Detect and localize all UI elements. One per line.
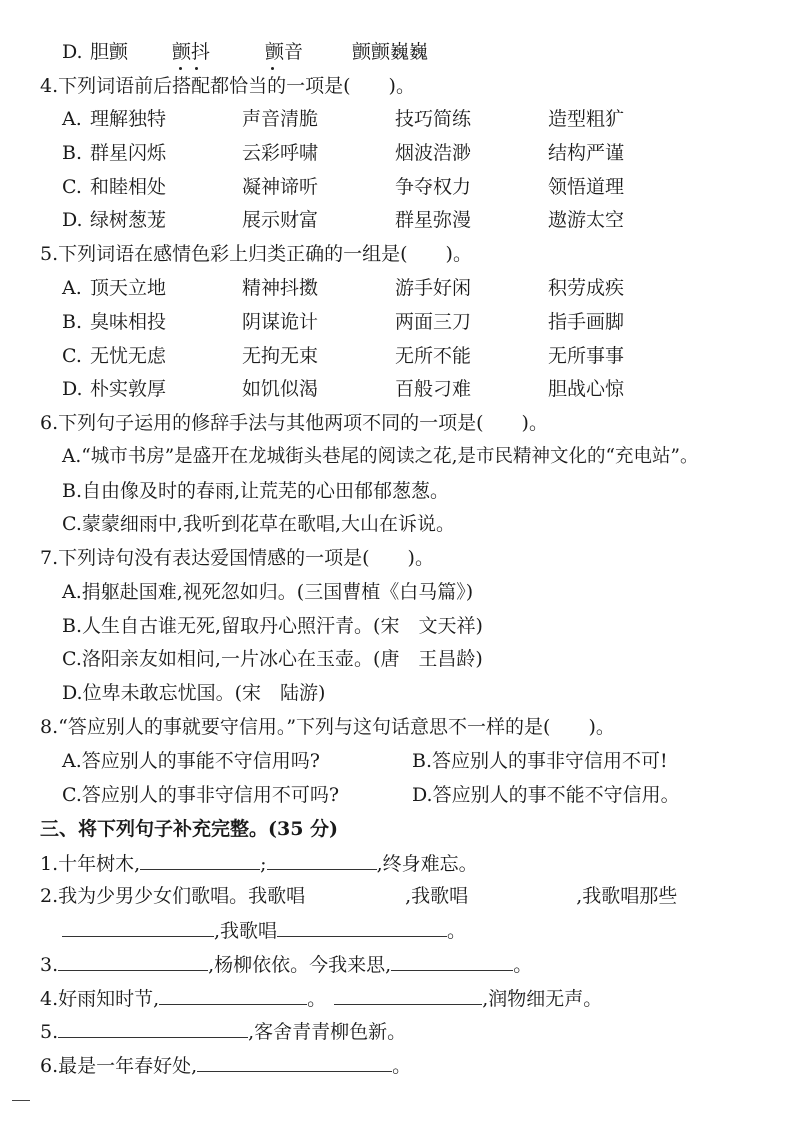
emphasis-dot: [179, 67, 182, 70]
q4-d-w4: 遨游太空: [548, 209, 625, 231]
section3-heading: 三、将下列句子补充完整。(35 分): [40, 818, 339, 840]
s3-item-3-text-a: 3.: [40, 954, 59, 976]
q8-option-b: B.答应别人的事非守信用不可!: [412, 750, 668, 772]
q5-a-label: A.: [62, 277, 82, 299]
s3-item-6-text-b: 。: [392, 1055, 412, 1077]
q5-b-w2: 阴谋诡计: [242, 311, 319, 333]
q7-option-a: A.捐躯赴国难,视死忽如归。(三国曹植《白马篇》): [62, 581, 474, 603]
q5-b-label: B.: [62, 311, 83, 333]
s3-item-4: [40, 986, 602, 1011]
s3-item-2-text-c: ,我歌唱那些: [576, 885, 678, 907]
q6-option-b: B.自由像及时的春雨,让荒芜的心田郁郁葱葱。: [62, 480, 450, 502]
q8-stem: 8.“答应别人的事就要守信用。”下列与这句话意思不一样的是( )。: [40, 716, 615, 738]
q5-d-w1: 朴实敦厚: [90, 378, 167, 400]
q5-d-w3: 百般刁难: [395, 378, 472, 400]
page-edge-mark: [12, 1100, 30, 1101]
q8-option-a: A.答应别人的事能不守信用吗?: [62, 750, 320, 772]
q4-b-w2: 云彩呼啸: [242, 142, 319, 164]
q4-c-w1: 和睦相处: [90, 176, 167, 198]
q5-d-w4: 胆战心惊: [548, 378, 625, 400]
q4-c-w4: 领悟道理: [548, 176, 625, 198]
q4-d-label: D.: [62, 209, 83, 231]
s3-item-2-text-d: ,我歌唱: [214, 920, 278, 942]
q5-a-w1: 顶天立地: [90, 277, 167, 299]
answer-blank[interactable]: [391, 952, 513, 971]
s3-item-3: [40, 952, 532, 977]
q4-a-label: A.: [62, 108, 82, 130]
s3-item-2-text-b: ,我歌唱: [405, 885, 469, 907]
s3-item-2-text-a: 2.我为少男少女们歌唱。我歌唱: [40, 885, 306, 907]
answer-blank[interactable]: [140, 851, 260, 870]
q4-stem: 4.下列词语前后搭配都恰当的一项是( )。: [40, 75, 415, 97]
q4-a-w1: 理解独特: [90, 108, 167, 130]
answer-blank[interactable]: [334, 986, 482, 1005]
s3-item-1: [40, 851, 478, 876]
answer-blank[interactable]: [197, 1053, 392, 1072]
s3-item-2-cont: [62, 918, 466, 943]
q5-c-w4: 无所事事: [548, 345, 625, 367]
q4-d-w3: 群星弥漫: [395, 209, 472, 231]
s3-item-3-text-c: 。: [513, 954, 533, 976]
q5-b-w4: 指手画脚: [548, 311, 625, 333]
s3-item-1-text-b: ;: [260, 853, 267, 875]
answer-blank[interactable]: [62, 918, 214, 937]
emphasis-dot: [271, 67, 274, 70]
q5-d-label: D.: [62, 378, 83, 400]
answer-blank[interactable]: [277, 918, 447, 937]
q5-b-w3: 两面三刀: [395, 311, 472, 333]
q7-option-c: C.洛阳亲友如相问,一片冰心在玉壶。(唐 王昌龄): [62, 648, 483, 670]
q4-c-w2: 凝神谛听: [242, 176, 319, 198]
q8-option-c: C.答应别人的事非守信用不可吗?: [62, 784, 340, 806]
q4-c-w3: 争夺权力: [395, 176, 472, 198]
q5-a-w3: 游手好闲: [395, 277, 472, 299]
s3-item-5: [40, 1019, 406, 1044]
q4-a-w4: 造型粗犷: [548, 108, 625, 130]
q3-option-d-word-1: 胆颤: [90, 41, 129, 63]
answer-blank[interactable]: [159, 986, 307, 1005]
q7-option-d: D.位卑未敢忘忧国。(宋 陆游): [62, 682, 326, 704]
q6-option-c: C.蒙蒙细雨中,我听到花草在歌唱,大山在诉说。: [62, 513, 455, 535]
q4-d-w1: 绿树葱茏: [90, 209, 167, 231]
q5-d-w2: 如饥似渴: [242, 378, 319, 400]
q3-option-d-word-2: 颤抖: [172, 41, 211, 63]
s3-item-1-text-a: 1.十年树木,: [40, 853, 141, 875]
s3-item-1-text-c: ,终身难忘。: [376, 853, 478, 875]
q4-d-w2: 展示财富: [242, 209, 319, 231]
emphasis-dot: [195, 67, 198, 70]
q3-option-d-word-3: 颤音: [265, 41, 304, 63]
q4-a-w3: 技巧简练: [395, 108, 472, 130]
q5-a-w4: 积劳成疾: [548, 277, 625, 299]
q5-stem: 5.下列词语在感情色彩上归类正确的一组是( )。: [40, 243, 472, 265]
q6-option-a: A.“城市书房”是盛开在龙城街头巷尾的阅读之花,是市民精神文化的“充电站”。: [62, 446, 699, 467]
q5-c-w1: 无忧无虑: [90, 345, 167, 367]
q4-c-label: C.: [62, 176, 82, 198]
q7-stem: 7.下列诗句没有表达爱国情感的一项是( )。: [40, 547, 434, 569]
q4-b-w3: 烟波浩渺: [395, 142, 472, 164]
q5-a-w2: 精神抖擞: [242, 277, 319, 299]
q8-option-d: D.答应别人的事不能不守信用。: [412, 784, 680, 806]
s3-item-5-text-b: ,客舍青青柳色新。: [248, 1021, 407, 1043]
s3-item-4-text-b: 。: [307, 988, 327, 1010]
s3-item-6: [40, 1053, 411, 1078]
q3-option-d-word-4: 颤颤巍巍: [352, 41, 429, 63]
q5-c-w3: 无所不能: [395, 345, 472, 367]
q4-b-label: B.: [62, 142, 83, 164]
q4-a-w2: 声音清脆: [242, 108, 319, 130]
q5-c-w2: 无拘无束: [242, 345, 319, 367]
s3-item-5-text-a: 5.: [40, 1021, 59, 1043]
answer-blank[interactable]: [58, 1019, 248, 1038]
q5-b-w1: 臭味相投: [90, 311, 167, 333]
s3-item-6-text-a: 6.最是一年春好处,: [40, 1055, 198, 1077]
q6-stem: 6.下列句子运用的修辞手法与其他两项不同的一项是( )。: [40, 412, 548, 434]
q5-c-label: C.: [62, 345, 82, 367]
answer-blank[interactable]: [267, 851, 377, 870]
q3-option-d-label: D.: [62, 41, 83, 63]
s3-item-3-text-b: ,杨柳依依。今我来思,: [208, 954, 392, 976]
s3-item-4-text-a: 4.好雨知时节,: [40, 988, 160, 1010]
q4-b-w1: 群星闪烁: [90, 142, 167, 164]
s3-item-4-text-c: ,润物细无声。: [482, 988, 603, 1010]
q7-option-b: B.人生自古谁无死,留取丹心照汗青。(宋 文天祥): [62, 615, 483, 637]
answer-blank[interactable]: [58, 952, 208, 971]
s3-item-2-text-e: 。: [447, 920, 467, 942]
q4-b-w4: 结构严谨: [548, 142, 625, 164]
s3-item-2: [40, 884, 677, 908]
